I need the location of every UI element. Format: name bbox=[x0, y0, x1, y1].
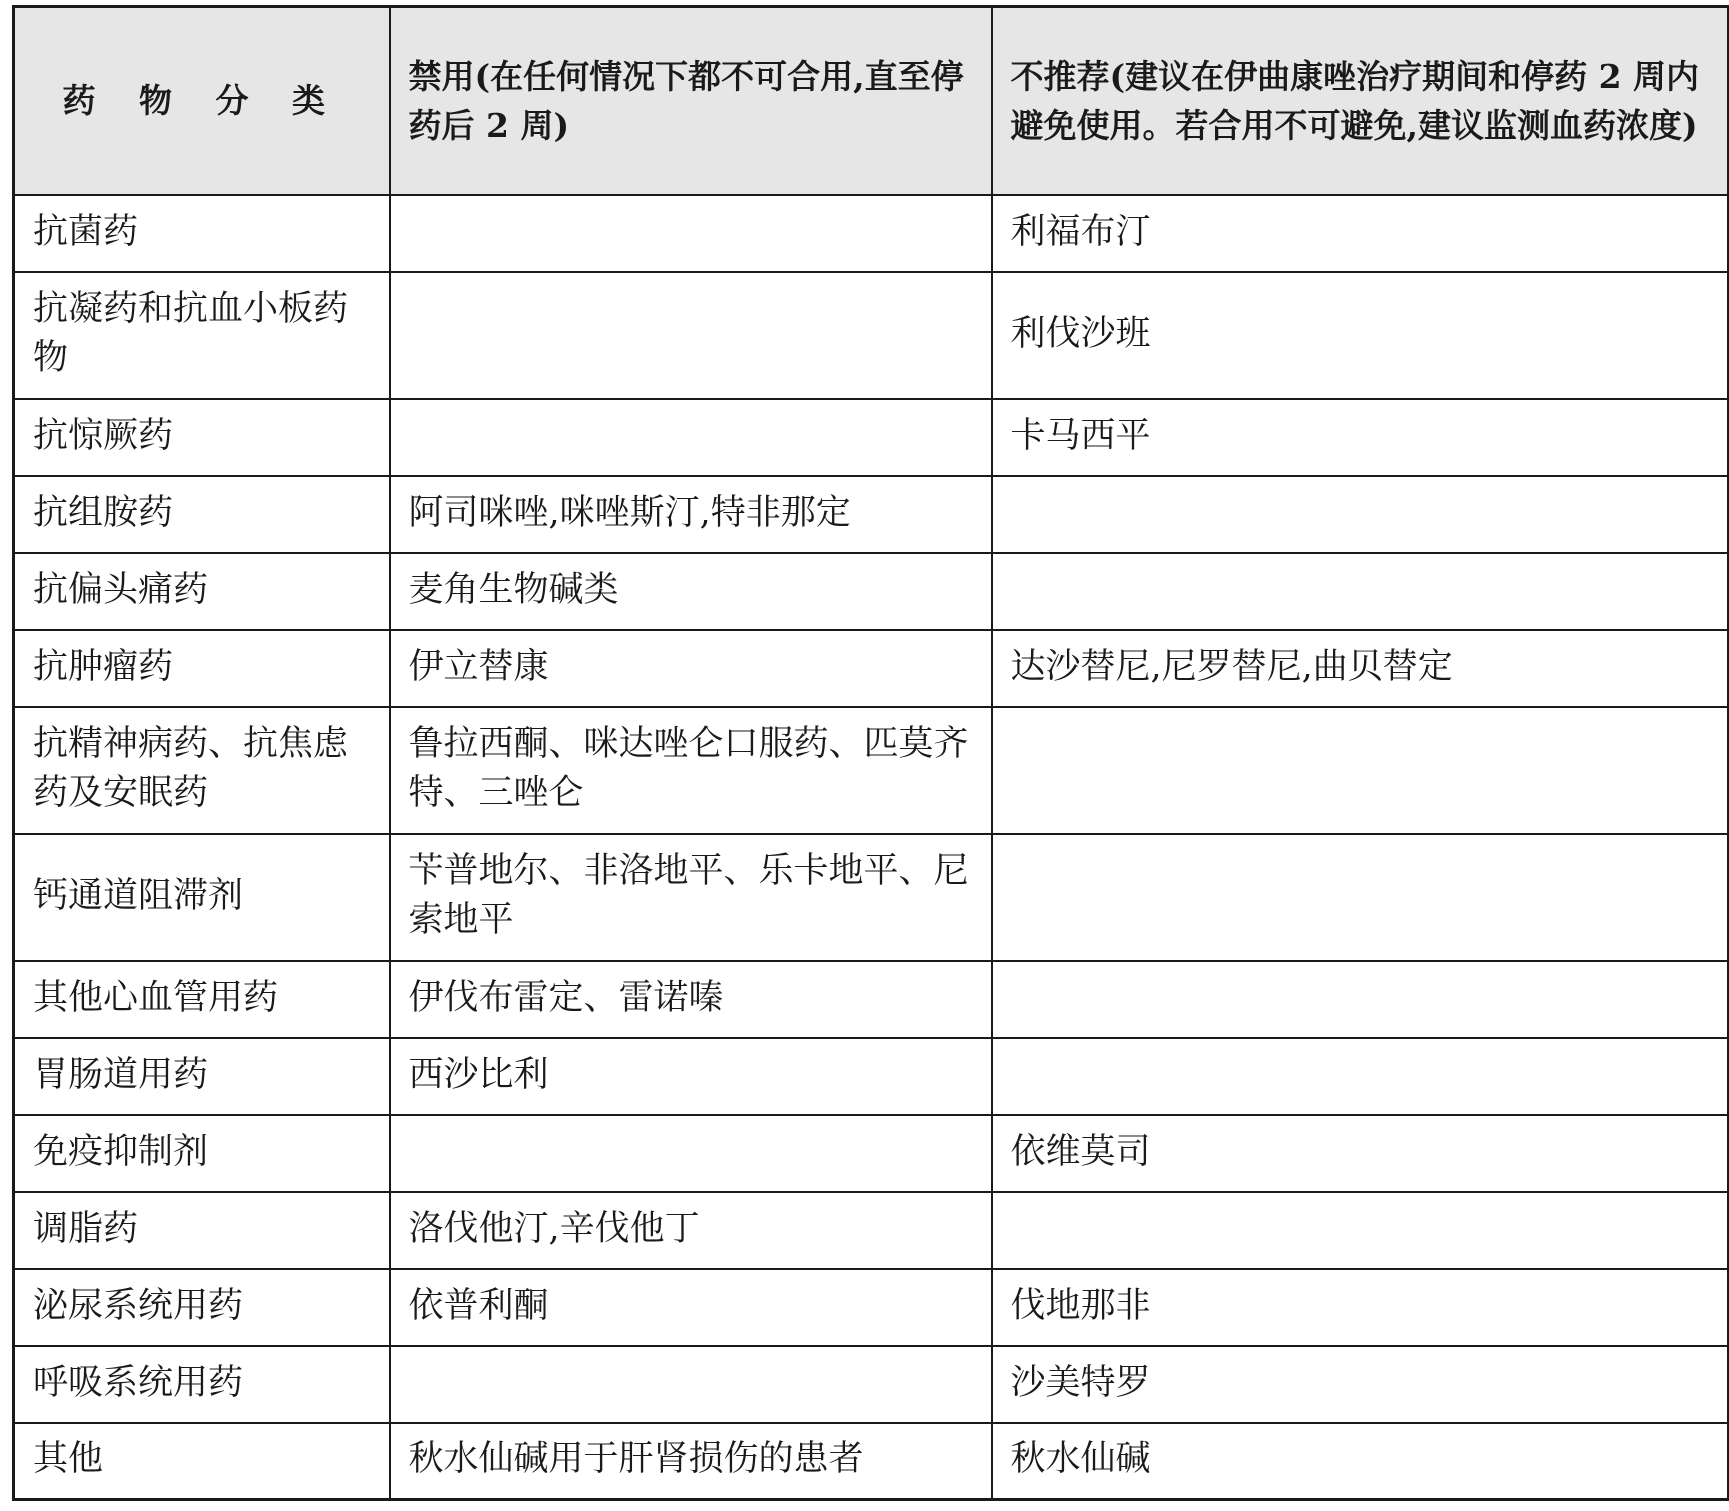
table-row bbox=[14, 630, 1729, 707]
table-row bbox=[14, 272, 1729, 399]
cell-category: 其他 bbox=[14, 1423, 390, 1500]
table-row bbox=[14, 1269, 1729, 1346]
cell-category: 抗菌药 bbox=[14, 195, 390, 272]
cell-contraindicated: 依普利酮 bbox=[390, 1269, 992, 1346]
cell-category: 胃肠道用药 bbox=[14, 1038, 390, 1115]
table-row bbox=[14, 195, 1729, 272]
cell-not-recommended bbox=[992, 1192, 1729, 1269]
table-row bbox=[14, 834, 1729, 961]
cell-category: 钙通道阻滞剂 bbox=[14, 834, 390, 961]
cell-category: 抗精神病药、抗焦虑药及安眠药 bbox=[14, 707, 390, 834]
table-row bbox=[14, 476, 1729, 553]
cell-not-recommended: 卡马西平 bbox=[992, 399, 1729, 476]
table-row bbox=[14, 1192, 1729, 1269]
cell-category: 其他心血管用药 bbox=[14, 961, 390, 1038]
cell-contraindicated bbox=[390, 399, 992, 476]
cell-not-recommended bbox=[992, 834, 1729, 961]
cell-contraindicated bbox=[390, 1346, 992, 1423]
cell-not-recommended: 达沙替尼,尼罗替尼,曲贝替定 bbox=[992, 630, 1729, 707]
table-row bbox=[14, 399, 1729, 476]
cell-not-recommended: 沙美特罗 bbox=[992, 1346, 1729, 1423]
cell-contraindicated: 洛伐他汀,辛伐他丁 bbox=[390, 1192, 992, 1269]
cell-not-recommended: 利伐沙班 bbox=[992, 272, 1729, 399]
table-row bbox=[14, 707, 1729, 834]
header-row bbox=[14, 7, 1729, 195]
header-contraindicated: 禁用(在任何情况下都不可合用,直至停药后 2 周) bbox=[390, 7, 992, 195]
cell-not-recommended bbox=[992, 553, 1729, 630]
cell-contraindicated bbox=[390, 272, 992, 399]
cell-not-recommended bbox=[992, 1038, 1729, 1115]
cell-category: 呼吸系统用药 bbox=[14, 1346, 390, 1423]
cell-contraindicated: 阿司咪唑,咪唑斯汀,特非那定 bbox=[390, 476, 992, 553]
table-row bbox=[14, 1346, 1729, 1423]
cell-contraindicated: 伊伐布雷定、雷诺嗪 bbox=[390, 961, 992, 1038]
cell-category: 抗组胺药 bbox=[14, 476, 390, 553]
cell-contraindicated bbox=[390, 195, 992, 272]
cell-not-recommended: 伐地那非 bbox=[992, 1269, 1729, 1346]
drug-interaction-table bbox=[12, 5, 1729, 1501]
cell-category: 抗惊厥药 bbox=[14, 399, 390, 476]
cell-contraindicated: 西沙比利 bbox=[390, 1038, 992, 1115]
cell-contraindicated: 伊立替康 bbox=[390, 630, 992, 707]
cell-category: 免疫抑制剂 bbox=[14, 1115, 390, 1192]
header-drug-category: 药 物 分 类 bbox=[14, 7, 390, 195]
cell-not-recommended: 秋水仙碱 bbox=[992, 1423, 1729, 1500]
cell-contraindicated: 秋水仙碱用于肝肾损伤的患者 bbox=[390, 1423, 992, 1500]
table-row bbox=[14, 1115, 1729, 1192]
cell-category: 抗肿瘤药 bbox=[14, 630, 390, 707]
table-row bbox=[14, 961, 1729, 1038]
cell-not-recommended bbox=[992, 476, 1729, 553]
cell-category: 调脂药 bbox=[14, 1192, 390, 1269]
cell-category: 抗偏头痛药 bbox=[14, 553, 390, 630]
cell-contraindicated: 苄普地尔、非洛地平、乐卡地平、尼索地平 bbox=[390, 834, 992, 961]
cell-not-recommended bbox=[992, 707, 1729, 834]
cell-not-recommended: 依维莫司 bbox=[992, 1115, 1729, 1192]
cell-category: 抗凝药和抗血小板药物 bbox=[14, 272, 390, 399]
table-row bbox=[14, 1423, 1729, 1500]
header-not-recommended: 不推荐(建议在伊曲康唑治疗期间和停药 2 周内避免使用。若合用不可避免,建议监测血药浓度) bbox=[992, 7, 1729, 195]
cell-contraindicated: 鲁拉西酮、咪达唑仑口服药、匹莫齐特、三唑仑 bbox=[390, 707, 992, 834]
table-row bbox=[14, 1038, 1729, 1115]
cell-contraindicated bbox=[390, 1115, 992, 1192]
cell-category: 泌尿系统用药 bbox=[14, 1269, 390, 1346]
table-row bbox=[14, 553, 1729, 630]
cell-contraindicated: 麦角生物碱类 bbox=[390, 553, 992, 630]
table-header bbox=[14, 7, 1729, 195]
cell-not-recommended bbox=[992, 961, 1729, 1038]
table-body bbox=[14, 195, 1729, 1500]
drug-interaction-table-container bbox=[12, 5, 1727, 1501]
cell-not-recommended: 利福布汀 bbox=[992, 195, 1729, 272]
